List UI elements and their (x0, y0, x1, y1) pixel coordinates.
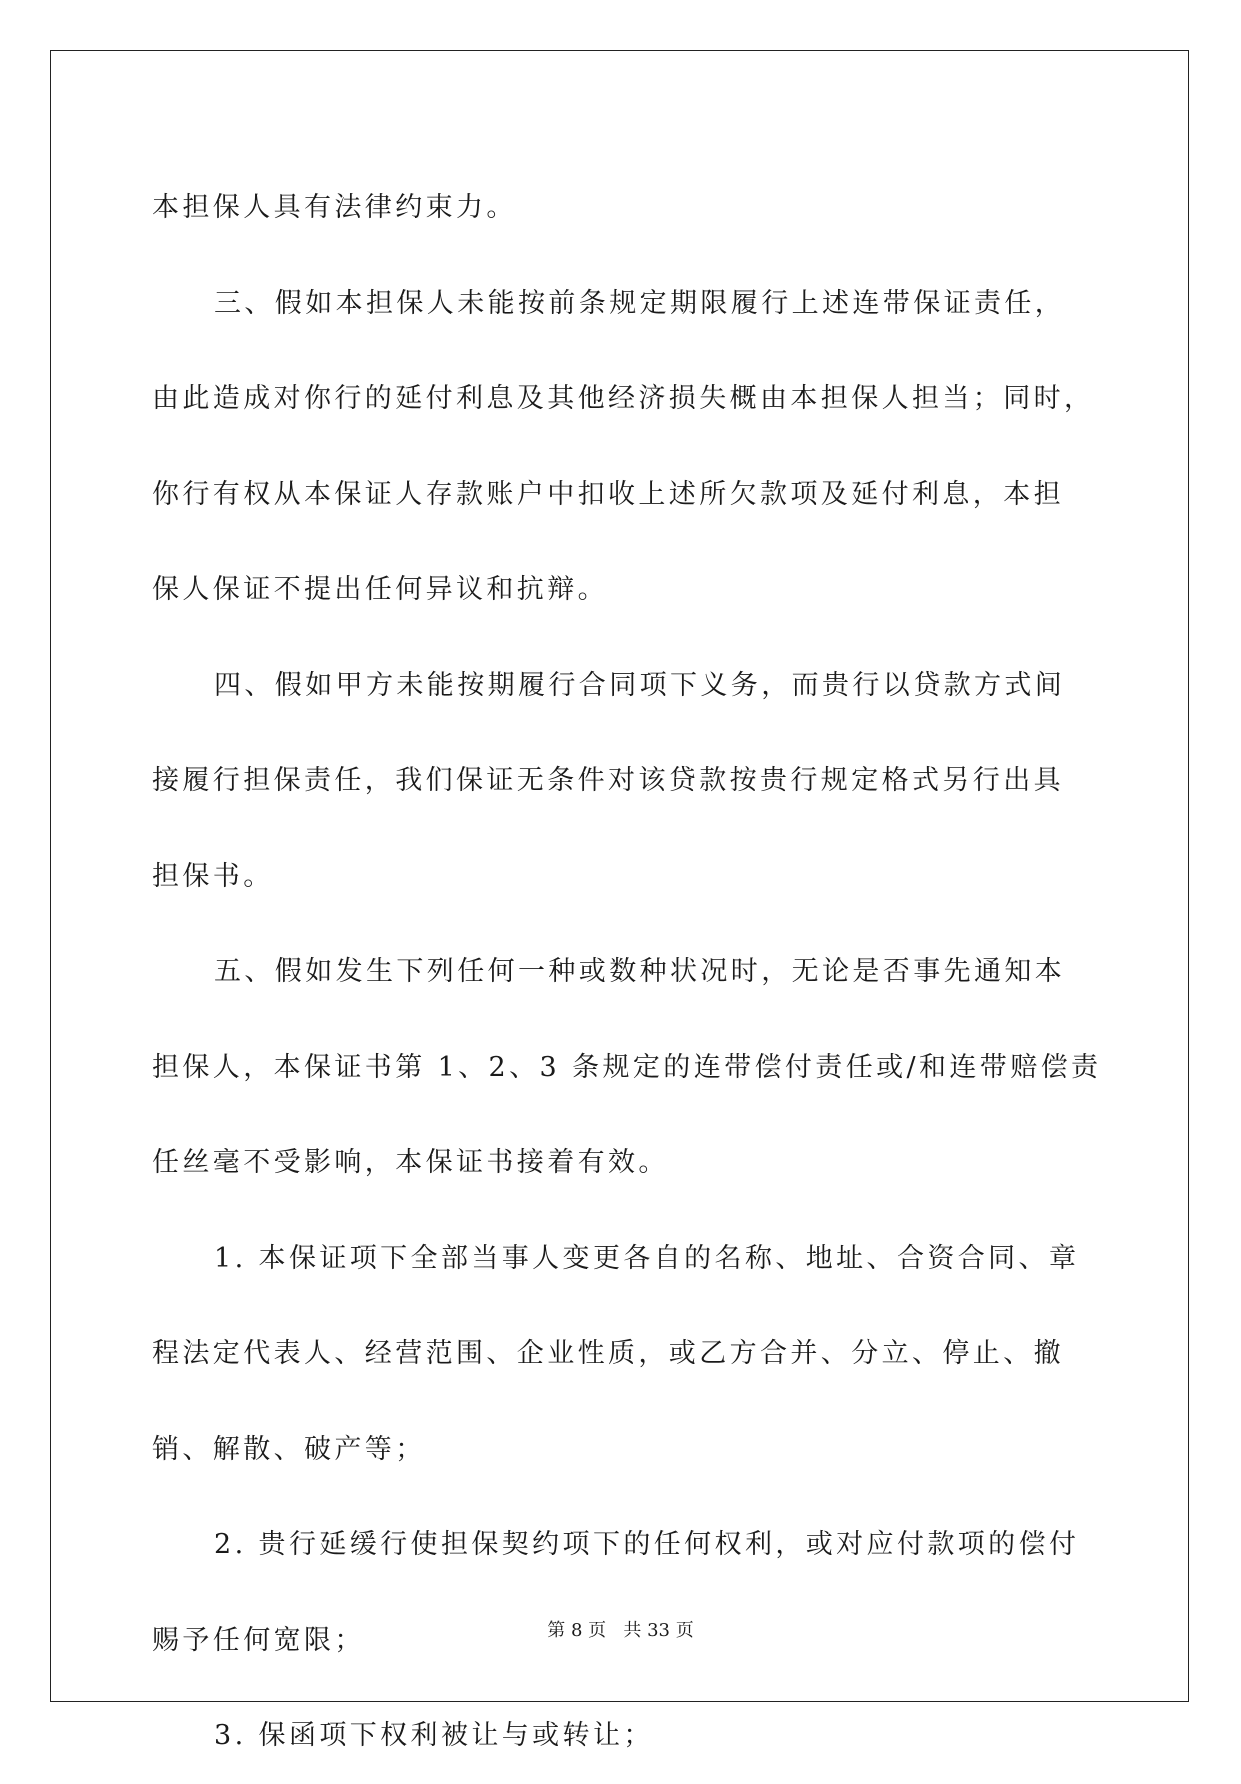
paragraph-item-1 (152, 1211, 1092, 1498)
paragraph-item-2 (152, 1497, 1092, 1688)
text-line: 四、假如甲方未能按期履行合同项下义务，而贵行以贷款方式间 (214, 669, 1066, 701)
text-line: 3. 保函项下权利被让与或转让； (214, 1720, 654, 1751)
text-line: 赐予任何宽限； (152, 1624, 365, 1656)
text-line: 三、假如本担保人未能按前条规定期限履行上述连带保证责任， (214, 287, 1066, 319)
text-line: 担保书。 (152, 860, 274, 892)
text-line: 接履行担保责任，我们保证无条件对该贷款按贵行规定格式另行出具 (152, 765, 1064, 796)
document-body (152, 160, 1102, 1784)
text-line: 本担保人具有法律约束力。 (152, 192, 517, 223)
text-line: 五、假如发生下列任何一种或数种状况时，无论是否事先通知本 (214, 956, 1066, 987)
text-line: 你行有权从本保证人存款账户中扣收上述所欠款项及延付利息，本担 (152, 478, 1064, 510)
paragraph-clause-3 (152, 256, 1095, 638)
text-line: 由此造成对你行的延付利息及其他经济损失概由本担保人担当；同时， (152, 383, 1095, 414)
text-line: 任丝毫不受影响，本保证书接着有效。 (152, 1147, 669, 1178)
paragraph-item-3 (152, 1688, 1092, 1784)
paragraph-clause-4 (152, 638, 1092, 925)
text-line: 程法定代表人、经营范围、企业性质，或乙方合并、分立、停止、撤 (152, 1338, 1064, 1369)
text-line: 2. 贵行延缓行使担保契约项下的任何权利，或对应付款项的偿付 (214, 1529, 1080, 1560)
text-line: 保人保证不提出任何异议和抗辩。 (152, 574, 608, 605)
paragraph-clause-5 (152, 924, 1102, 1211)
text-line: 销、解散、破产等； (152, 1433, 426, 1465)
text-line: 担保人，本保证书第 1、2、3 条规定的连带偿付责任或/和连带赔偿责 (152, 1051, 1102, 1083)
paragraph-continuation (152, 160, 1092, 256)
text-line: 1. 本保证项下全部当事人变更各自的名称、地址、合资合同、章 (214, 1242, 1080, 1274)
page-number-footer: 第 8 页 共 33 页 (547, 1620, 694, 1641)
